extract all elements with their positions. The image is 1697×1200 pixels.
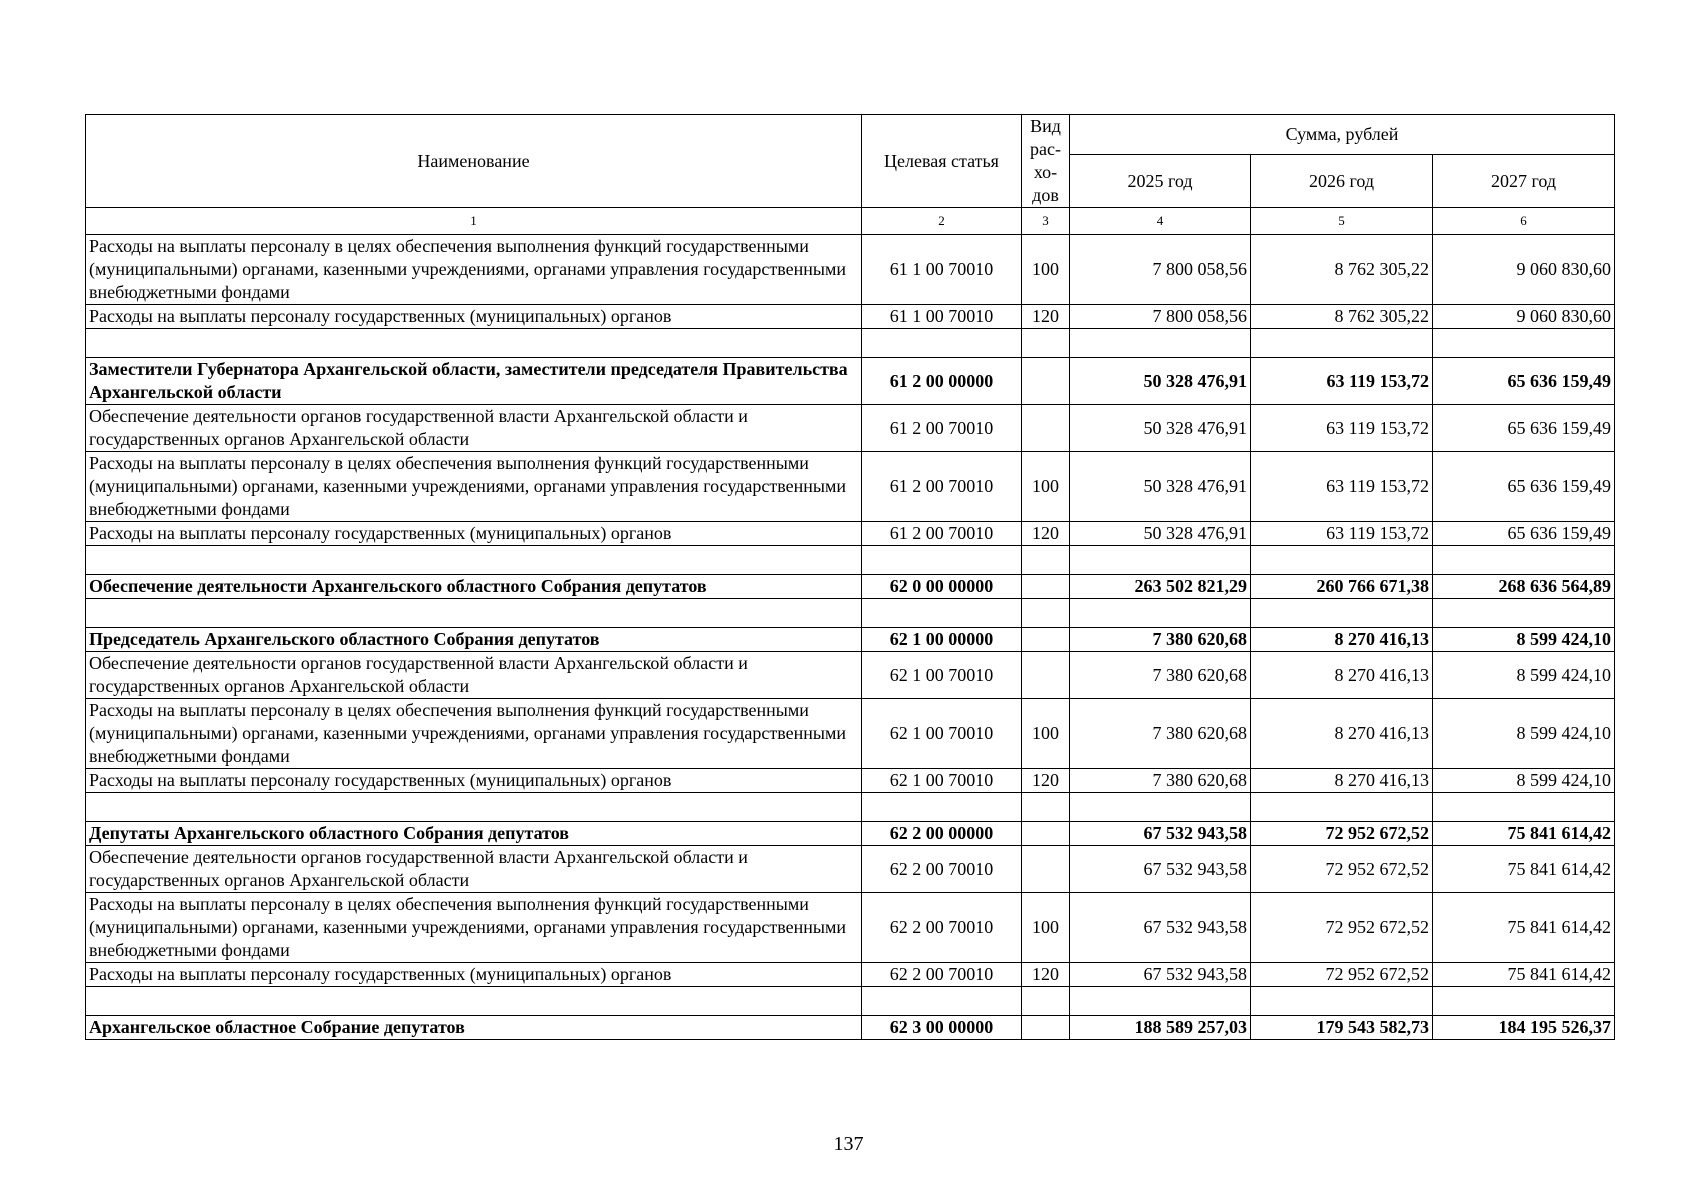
empty-cell [862, 329, 1022, 358]
cell-name: Расходы на выплаты персоналу государственных (муниципальных) органов [86, 305, 862, 329]
cell-v2026: 72 952 672,52 [1251, 893, 1433, 963]
cell-target: 61 2 00 70010 [862, 522, 1022, 546]
cell-v2027: 75 841 614,42 [1433, 822, 1615, 846]
blank-row [86, 546, 1615, 575]
cell-target: 62 1 00 00000 [862, 628, 1022, 652]
cell-v2027: 65 636 159,49 [1433, 522, 1615, 546]
cell-name: Архангельское областное Собрание депутатов [86, 1016, 862, 1040]
cell-target: 61 2 00 00000 [862, 358, 1022, 405]
cell-vid: 100 [1022, 699, 1070, 769]
cell-v2025: 50 328 476,91 [1070, 405, 1251, 452]
empty-cell [1070, 987, 1251, 1016]
cell-v2025: 67 532 943,58 [1070, 893, 1251, 963]
cell-target: 62 2 00 70010 [862, 893, 1022, 963]
cell-v2027: 9 060 830,60 [1433, 305, 1615, 329]
table-row [86, 769, 1615, 793]
table-body [86, 235, 1615, 1040]
table-row [86, 699, 1615, 769]
cell-target: 62 2 00 00000 [862, 822, 1022, 846]
table-row [86, 405, 1615, 452]
page-number: 137 [833, 1133, 864, 1155]
cell-v2026: 8 762 305,22 [1251, 305, 1433, 329]
cell-v2026: 63 119 153,72 [1251, 358, 1433, 405]
cell-vid [1022, 628, 1070, 652]
table-row [86, 628, 1615, 652]
table-row [86, 575, 1615, 599]
empty-cell [1022, 599, 1070, 628]
cell-v2026: 260 766 671,38 [1251, 575, 1433, 599]
cell-target: 61 2 00 70010 [862, 405, 1022, 452]
cell-v2025: 50 328 476,91 [1070, 358, 1251, 405]
header-sum: Сумма, рублей [1070, 115, 1615, 155]
table-row [86, 452, 1615, 522]
cell-name: Депутаты Архангельского областного Собрания депутатов [86, 822, 862, 846]
empty-cell [1251, 329, 1433, 358]
column-number: 4 [1070, 208, 1251, 235]
cell-name: Обеспечение деятельности Архангельского областного Собрания депутатов [86, 575, 862, 599]
empty-cell [86, 793, 862, 822]
empty-cell [86, 987, 862, 1016]
blank-row [86, 793, 1615, 822]
column-number: 2 [862, 208, 1022, 235]
cell-name: Обеспечение деятельности органов государственной власти Архангельской области и государственных органов Архангельской области [86, 405, 862, 452]
cell-vid: 100 [1022, 452, 1070, 522]
cell-target: 62 1 00 70010 [862, 652, 1022, 699]
cell-vid: 100 [1022, 893, 1070, 963]
cell-name: Обеспечение деятельности органов государственной власти Архангельской области и государственных органов Архангельской области [86, 652, 862, 699]
blank-row [86, 599, 1615, 628]
cell-v2027: 268 636 564,89 [1433, 575, 1615, 599]
cell-v2027: 75 841 614,42 [1433, 963, 1615, 987]
column-number: 6 [1433, 208, 1615, 235]
cell-v2027: 75 841 614,42 [1433, 893, 1615, 963]
cell-vid [1022, 822, 1070, 846]
header-vid-line: хо- [1033, 162, 1058, 182]
empty-cell [1070, 793, 1251, 822]
empty-cell [1433, 793, 1615, 822]
cell-v2025: 7 380 620,68 [1070, 699, 1251, 769]
empty-cell [1251, 793, 1433, 822]
cell-v2027: 75 841 614,42 [1433, 846, 1615, 893]
cell-v2027: 8 599 424,10 [1433, 628, 1615, 652]
cell-name: Расходы на выплаты персоналу в целях обеспечения выполнения функций государственными (муниципальными) органами, казенными учреждениями, органами управления государственными внебюджетными фондами [86, 699, 862, 769]
table-row [86, 893, 1615, 963]
cell-vid: 120 [1022, 305, 1070, 329]
cell-v2025: 50 328 476,91 [1070, 522, 1251, 546]
empty-cell [1070, 546, 1251, 575]
cell-target: 62 3 00 00000 [862, 1016, 1022, 1040]
cell-name: Расходы на выплаты персоналу в целях обеспечения выполнения функций государственными (муниципальными) органами, казенными учреждениями, органами управления государственными внебюджетными фондами [86, 235, 862, 305]
empty-cell [86, 329, 862, 358]
cell-v2026: 63 119 153,72 [1251, 452, 1433, 522]
table-row [86, 358, 1615, 405]
cell-target: 62 2 00 70010 [862, 963, 1022, 987]
empty-cell [1022, 987, 1070, 1016]
cell-v2027: 184 195 526,37 [1433, 1016, 1615, 1040]
cell-v2026: 8 762 305,22 [1251, 235, 1433, 305]
cell-v2025: 67 532 943,58 [1070, 846, 1251, 893]
cell-vid [1022, 652, 1070, 699]
cell-target: 62 0 00 00000 [862, 575, 1022, 599]
cell-name: Расходы на выплаты персоналу государственных (муниципальных) органов [86, 769, 862, 793]
empty-cell [1251, 599, 1433, 628]
header-name: Наименование [86, 115, 862, 208]
table-row [86, 846, 1615, 893]
cell-target: 61 1 00 70010 [862, 235, 1022, 305]
cell-v2025: 50 328 476,91 [1070, 452, 1251, 522]
cell-name: Заместители Губернатора Архангельской области, заместители председателя Правительства Архангельской области [86, 358, 862, 405]
cell-vid: 120 [1022, 769, 1070, 793]
cell-vid [1022, 405, 1070, 452]
cell-v2025: 188 589 257,03 [1070, 1016, 1251, 1040]
cell-v2027: 8 599 424,10 [1433, 652, 1615, 699]
cell-v2027: 8 599 424,10 [1433, 769, 1615, 793]
cell-v2026: 8 270 416,13 [1251, 628, 1433, 652]
cell-v2026: 72 952 672,52 [1251, 822, 1433, 846]
cell-v2026: 8 270 416,13 [1251, 769, 1433, 793]
cell-vid [1022, 358, 1070, 405]
empty-cell [862, 546, 1022, 575]
header-vid-line: рас- [1030, 139, 1061, 159]
table-row [86, 522, 1615, 546]
empty-cell [1022, 329, 1070, 358]
table-row [86, 305, 1615, 329]
cell-v2027: 65 636 159,49 [1433, 358, 1615, 405]
empty-cell [1070, 599, 1251, 628]
cell-vid: 120 [1022, 522, 1070, 546]
cell-v2026: 179 543 582,73 [1251, 1016, 1433, 1040]
empty-cell [1433, 329, 1615, 358]
cell-v2026: 72 952 672,52 [1251, 846, 1433, 893]
column-number: 1 [86, 208, 862, 235]
cell-v2027: 9 060 830,60 [1433, 235, 1615, 305]
header-year-2027: 2027 год [1433, 155, 1615, 208]
cell-vid [1022, 1016, 1070, 1040]
header-target: Целевая статья [862, 115, 1022, 208]
table-row [86, 963, 1615, 987]
empty-cell [1251, 987, 1433, 1016]
cell-v2025: 263 502 821,29 [1070, 575, 1251, 599]
column-number: 5 [1251, 208, 1433, 235]
column-number: 3 [1022, 208, 1070, 235]
cell-v2026: 8 270 416,13 [1251, 652, 1433, 699]
empty-cell [1433, 987, 1615, 1016]
header-year-2025: 2025 год [1070, 155, 1251, 208]
cell-v2025: 7 800 058,56 [1070, 235, 1251, 305]
cell-name: Расходы на выплаты персоналу в целях обеспечения выполнения функций государственными (муниципальными) органами, казенными учреждениями, органами управления государственными внебюджетными фондами [86, 893, 862, 963]
empty-cell [86, 599, 862, 628]
empty-cell [862, 793, 1022, 822]
cell-vid [1022, 846, 1070, 893]
table-row [86, 652, 1615, 699]
cell-v2025: 67 532 943,58 [1070, 822, 1251, 846]
cell-target: 61 2 00 70010 [862, 452, 1022, 522]
empty-cell [1251, 546, 1433, 575]
empty-cell [1070, 329, 1251, 358]
table-row [86, 235, 1615, 305]
empty-cell [1433, 599, 1615, 628]
cell-v2025: 7 380 620,68 [1070, 769, 1251, 793]
blank-row [86, 329, 1615, 358]
cell-target: 61 1 00 70010 [862, 305, 1022, 329]
empty-cell [1433, 546, 1615, 575]
empty-cell [86, 546, 862, 575]
cell-v2025: 7 380 620,68 [1070, 652, 1251, 699]
cell-target: 62 1 00 70010 [862, 699, 1022, 769]
cell-v2027: 8 599 424,10 [1433, 699, 1615, 769]
cell-name: Расходы на выплаты персоналу в целях обеспечения выполнения функций государственными (муниципальными) органами, казенными учреждениями, органами управления государственными внебюджетными фондами [86, 452, 862, 522]
cell-v2025: 7 800 058,56 [1070, 305, 1251, 329]
cell-v2026: 72 952 672,52 [1251, 963, 1433, 987]
cell-v2026: 63 119 153,72 [1251, 405, 1433, 452]
cell-target: 62 1 00 70010 [862, 769, 1022, 793]
empty-cell [862, 599, 1022, 628]
blank-row [86, 987, 1615, 1016]
table-row [86, 1016, 1615, 1040]
cell-v2026: 63 119 153,72 [1251, 522, 1433, 546]
cell-name: Председатель Архангельского областного Собрания депутатов [86, 628, 862, 652]
empty-cell [1022, 793, 1070, 822]
cell-vid: 120 [1022, 963, 1070, 987]
table-row [86, 822, 1615, 846]
budget-table [85, 114, 1615, 1040]
header-vid-line: дов [1032, 185, 1059, 205]
cell-name: Расходы на выплаты персоналу государственных (муниципальных) органов [86, 963, 862, 987]
cell-name: Обеспечение деятельности органов государственной власти Архангельской области и государственных органов Архангельской области [86, 846, 862, 893]
cell-v2026: 8 270 416,13 [1251, 699, 1433, 769]
empty-cell [1022, 546, 1070, 575]
header-vid-line: Вид [1030, 116, 1061, 136]
cell-v2025: 67 532 943,58 [1070, 963, 1251, 987]
cell-v2025: 7 380 620,68 [1070, 628, 1251, 652]
header-vid [1022, 115, 1070, 208]
cell-v2027: 65 636 159,49 [1433, 452, 1615, 522]
cell-vid [1022, 575, 1070, 599]
cell-name: Расходы на выплаты персоналу государственных (муниципальных) органов [86, 522, 862, 546]
header-year-2026: 2026 год [1251, 155, 1433, 208]
cell-vid: 100 [1022, 235, 1070, 305]
empty-cell [862, 987, 1022, 1016]
cell-target: 62 2 00 70010 [862, 846, 1022, 893]
cell-v2027: 65 636 159,49 [1433, 405, 1615, 452]
